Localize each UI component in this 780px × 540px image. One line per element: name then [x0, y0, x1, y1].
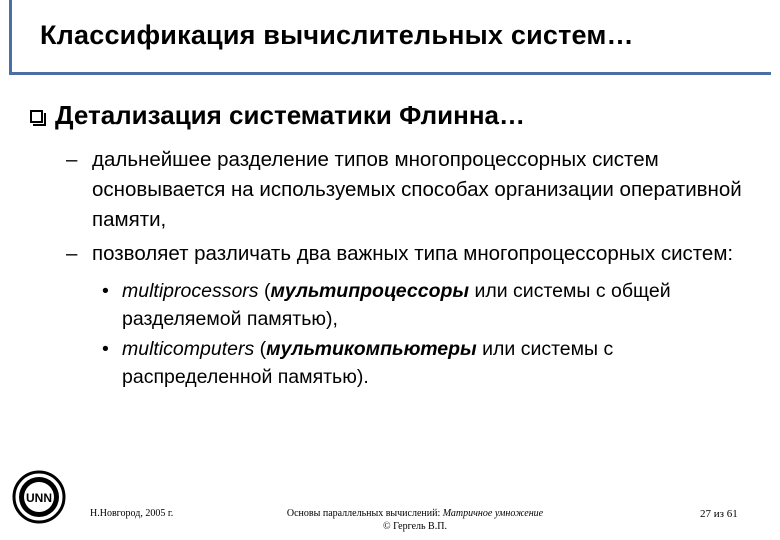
point-item [66, 145, 765, 235]
logo-text: UNN [26, 491, 52, 505]
checkbox-bullet-icon [30, 110, 43, 123]
term-en: multiprocessors [122, 280, 259, 302]
point-item [66, 239, 765, 269]
dash-bullet-icon: – [66, 148, 78, 171]
dash-bullet-icon: – [66, 242, 78, 265]
page-number: 27 из 61 [700, 508, 738, 520]
footer-city: Н.Новгород, 2005 г. [90, 508, 174, 519]
heading-item [30, 100, 765, 131]
dot-bullet-icon: • [102, 338, 109, 360]
university-logo [12, 470, 66, 524]
subpoint-text: multicomputers (мультикомпьютеры или системы с распределенной памятью). [122, 338, 614, 388]
slide-content [30, 100, 765, 391]
point-text: дальнейшее разделение типов многопроцессорных систем основывается на используемых способах организации оперативной памяти, [92, 148, 742, 231]
subpoint-item [102, 335, 765, 391]
footer-author: © Гергель В.П. [383, 521, 447, 532]
term-ru: мультикомпьютеры [266, 338, 477, 360]
heading-text: Детализация систематики Флинна… [55, 100, 526, 130]
dot-bullet-icon: • [102, 280, 109, 302]
slide-title: Классификация вычислительных систем… [40, 20, 634, 50]
footer-course: Основы параллельных вычислений: Матричное умножение © Гергель В.П. [250, 507, 580, 533]
footer-topic: Матричное умножение [442, 508, 544, 519]
subpoint-text: multiprocessors (мультипроцессоры или системы с общей разделяемой памятью), [122, 280, 671, 330]
subpoint-item [102, 277, 765, 333]
term-en: multicomputers [122, 338, 255, 360]
point-text: позволяет различать два важных типа многопроцессорных систем: [92, 242, 734, 265]
term-ru: мультипроцессоры [270, 280, 470, 302]
